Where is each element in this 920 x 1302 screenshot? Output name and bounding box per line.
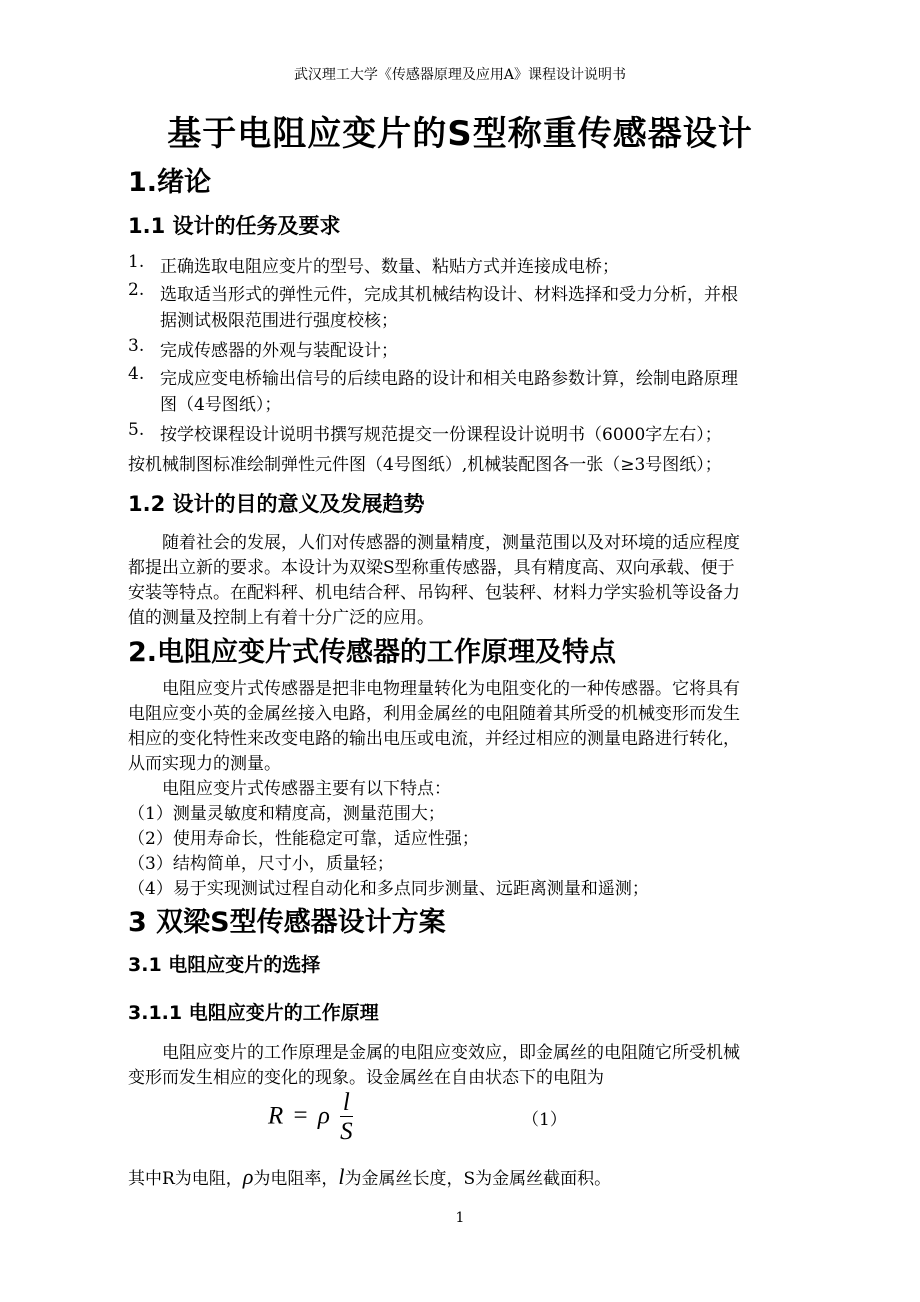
- section-1-heading: 1.绪论: [128, 167, 212, 198]
- explanation-text: 为金属丝长度，S为金属丝截面积。: [344, 1169, 612, 1189]
- list-item-text: 选取适当形式的弹性元件，完成其机械结构设计、材料选择和受力分析，并根: [160, 285, 738, 305]
- formula-equals: =: [293, 1102, 308, 1130]
- equation-number: （1）: [522, 1110, 567, 1130]
- formula-fraction: [340, 1090, 353, 1146]
- list-item-text: 完成应变电桥输出信号的后续电路的设计和相关电路参数计算，绘制电路原理: [160, 369, 738, 389]
- explanation-text: 其中R为电阻，: [128, 1169, 243, 1189]
- paragraph-line: 相应的变化特性来改变电路的输出电压或电流，并经过相应的测量电路进行转化，: [128, 729, 740, 749]
- formula-numerator: l: [342, 1089, 350, 1116]
- document-title: 基于电阻应变片的S型称重传感器设计: [167, 114, 753, 154]
- formula-rho: ρ: [317, 1102, 330, 1130]
- section-1-1-heading: 1.1 设计的任务及要求: [128, 214, 341, 238]
- paragraph-line: 随着社会的发展，人们对传感器的测量精度，测量范围以及对环境的适应程度: [162, 533, 740, 553]
- paragraph-line: 电阻应变小英的金属丝接入电路，利用金属丝的电阻随着其所受的机械变形而发生: [128, 704, 740, 724]
- length-symbol: l: [338, 1164, 345, 1189]
- paragraph-line: 变形而发生相应的变化的现象。设金属丝在自由状态下的电阻为: [128, 1068, 604, 1088]
- list-item-number: 2.: [128, 280, 145, 300]
- resistance-formula: [268, 1090, 353, 1146]
- paragraph-line: 安装等特点。在配料秤、机电结合秤、吊钩秤、包装秤、材料力学实验机等设备力: [128, 583, 740, 603]
- feature-item: （3）结构简单，尺寸小，质量轻；: [128, 854, 394, 874]
- section-3-heading: 3 双梁S型传感器设计方案: [128, 907, 446, 938]
- section-3-1-heading: 3.1 电阻应变片的选择: [128, 954, 321, 976]
- formula-lhs: R: [268, 1102, 284, 1130]
- section-2-heading: 2.电阻应变片式传感器的工作原理及特点: [128, 637, 617, 668]
- list-item-number: 4.: [128, 364, 145, 384]
- features-intro: 电阻应变片式传感器主要有以下特点：: [162, 779, 451, 799]
- paragraph-line: 电阻应变片的工作原理是金属的电阻应变效应，即金属丝的电阻随它所受机械: [162, 1043, 740, 1063]
- list-item-text: 图（4号图纸）；: [160, 395, 282, 415]
- list-item-text: 按学校课程设计说明书撰写规范提交一份课程设计说明书（6000字左右）；: [160, 425, 722, 445]
- section-3-1-1-heading: 3.1.1 电阻应变片的工作原理: [128, 1002, 379, 1024]
- feature-item: （1）测量灵敏度和精度高，测量范围大；: [128, 804, 445, 824]
- paragraph-line: 值的测量及控制上有着十分广泛的应用。: [128, 608, 434, 628]
- list-item-number: 1.: [128, 252, 145, 272]
- feature-item: （2）使用寿命长，性能稳定可靠，适应性强；: [128, 829, 479, 849]
- list-item-number: 5.: [128, 420, 145, 440]
- requirement-extra-line: 按机械制图标准绘制弹性元件图（4号图纸）,机械装配图各一张（≥3号图纸）；: [128, 455, 722, 475]
- paragraph-line: 电阻应变片式传感器是把非电物理量转化为电阻变化的一种传感器。它将具有: [162, 679, 740, 699]
- formula-denominator: S: [340, 1118, 353, 1146]
- paragraph-line: 从而实现力的测量。: [128, 754, 281, 774]
- list-item-text: 完成传感器的外观与装配设计；: [160, 341, 398, 361]
- formula-explanation: [128, 1164, 611, 1190]
- rho-symbol: ρ: [242, 1164, 254, 1189]
- list-item-text: 正确选取电阻应变片的型号、数量、粘贴方式并连接成电桥；: [160, 257, 619, 277]
- page-header: 武汉理工大学《传感器原理及应用A》课程设计说明书: [293, 67, 627, 83]
- paragraph-line: 都提出立新的要求。本设计为双梁S型称重传感器，具有精度高、双向承载、便于: [128, 558, 735, 578]
- list-item-text: 据测试极限范围进行强度校核；: [160, 311, 398, 331]
- page-number: 1: [455, 1210, 465, 1226]
- explanation-text: 为电阻率，: [253, 1169, 339, 1189]
- list-item-number: 3.: [128, 336, 145, 356]
- section-1-2-heading: 1.2 设计的目的意义及发展趋势: [128, 492, 425, 516]
- feature-item: （4）易于实现测试过程自动化和多点同步测量、远距离测量和遥测；: [128, 879, 649, 899]
